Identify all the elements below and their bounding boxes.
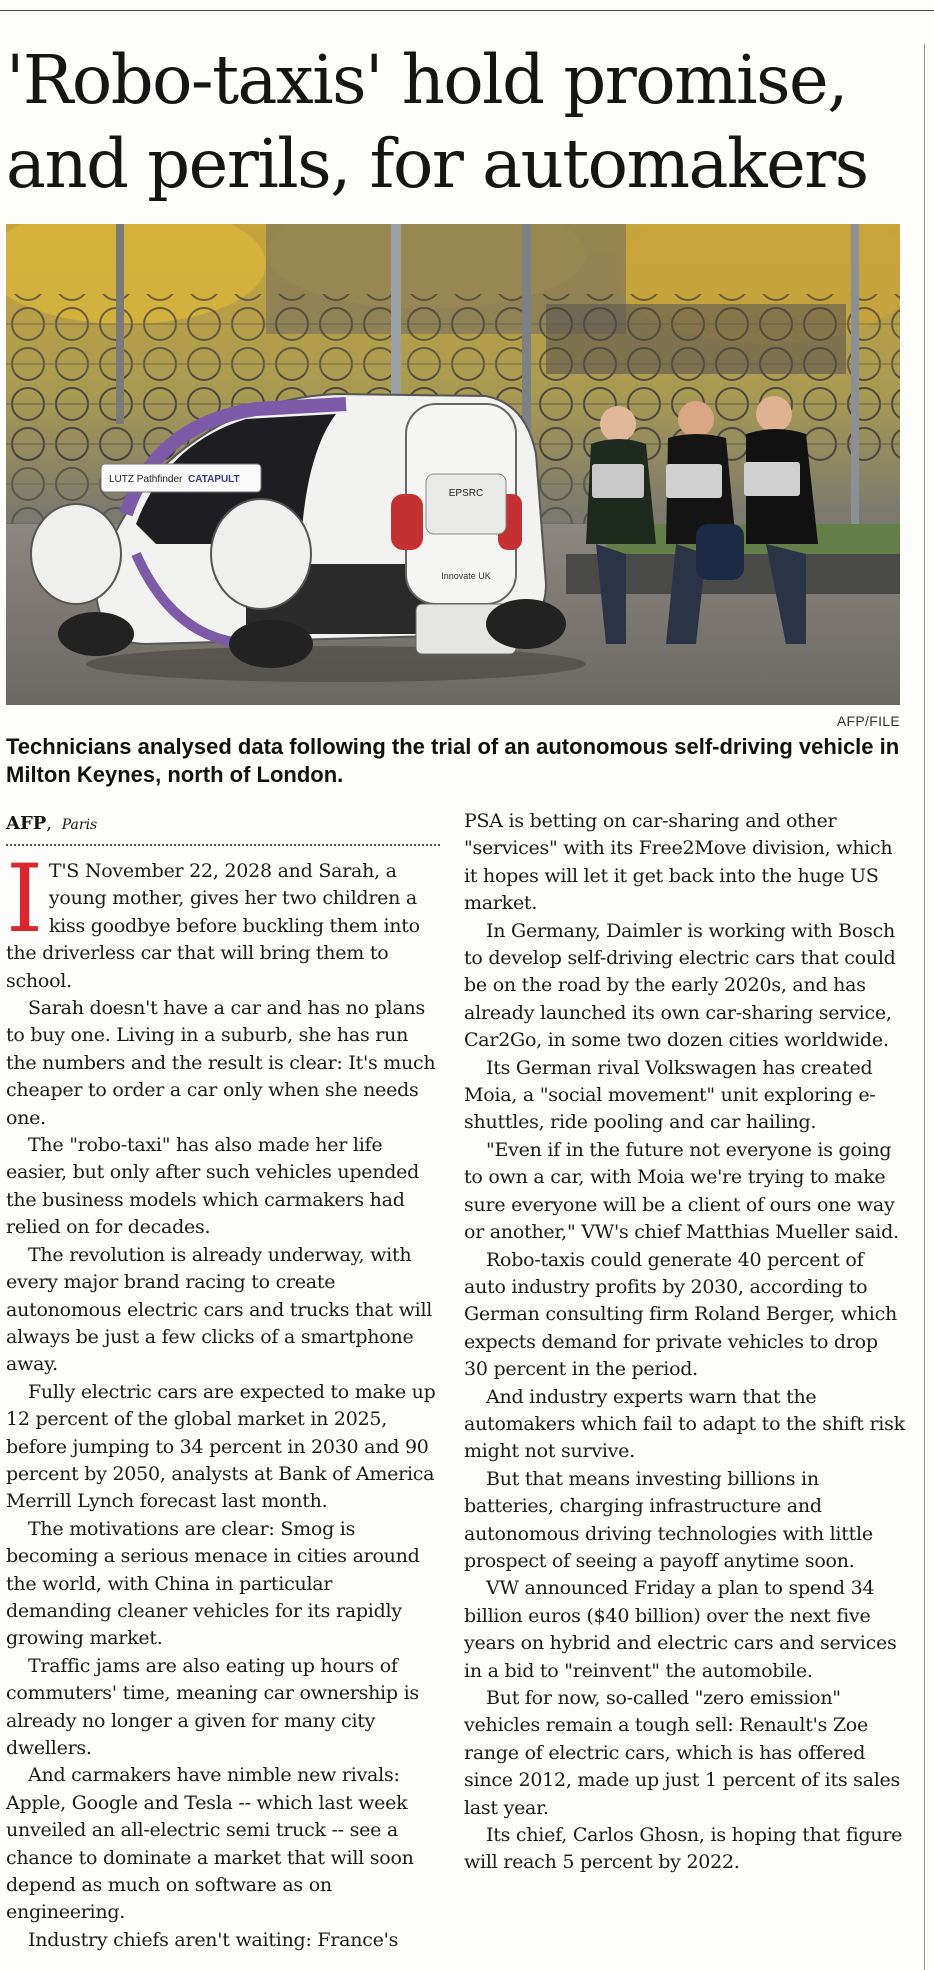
news-photo (6, 224, 900, 705)
article-paragraph: And industry experts warn that the automakers which fail to adapt to the shift risk might not survive. (464, 1385, 905, 1463)
vehicle-sponsor-text-1: LUTZ Pathfinder (109, 474, 183, 485)
headline: 'Robo-taxis' hold promise, and perils, for automakers (6, 41, 868, 203)
article-paragraph: The "robo-taxi" has also made her life easier, but only after such vehicles upended the business models which carmakers had relied on for decades. (6, 1134, 420, 1239)
article-paragraph: The revolution is already underway, with every major brand racing to create autonomous electric cars and trucks that will always be just a few clicks of a smartphone away. (6, 1243, 433, 1376)
article-paragraph: Sarah doesn't have a car and has no plans to buy one. Living in a suburb, she has run the numbers and the result is clear: It's much cheaper to order a car only when she needs one. (6, 997, 436, 1129)
article-column-left (6, 845, 440, 1954)
article-column-right (464, 808, 906, 1877)
article-paragraph: I T'S November 22, 2028 and Sarah, a young mother, gives her two children a kiss goodbye before buckling them into the driverless car that will bring them to school. (6, 845, 420, 992)
column-rule (924, 44, 925, 1970)
article-paragraph: "Even if in the future not everyone is going to own a car, with Moia we're trying to make sure everyone will be a client of ours one way or another," VW's chief Matthias Mueller said. (464, 1138, 899, 1244)
article-paragraph: PSA is betting on car-sharing and other "services" with its Free2Move division, which it hopes will let it get back into the huge US market. (464, 810, 893, 915)
article-paragraph: Its chief, Carlos Ghosn, is hoping that figure will reach 5 percent by 2022. (464, 1824, 903, 1874)
byline-place: Paris (61, 817, 98, 833)
article-paragraph: But that means investing billions in batteries, charging infrastructure and autonomous driving technologies with little prospect of seeing a payoff anytime soon. (464, 1467, 873, 1572)
article-paragraph: VW announced Friday a plan to spend 34 billion euros ($40 billion) over the next five years on hybrid and electric cars and services in a bid to "reinvent" the automobile. (464, 1577, 897, 1682)
article-paragraph: In Germany, Daimler is working with Bosch to develop self-driving electric cars that could be on the road by the early 2020s, and has already launched its own car-sharing service, Car2Go, in some two dozen cities worldwide. (464, 919, 896, 1052)
article-paragraph: The motivations are clear: Smog is becoming a serious menace in cities around the world, with China in particular demanding cleaner vehicles for its rapidly growing market. (6, 1517, 420, 1650)
byline-divider (6, 844, 440, 846)
article-paragraph: Industry chiefs aren't waiting: France's (28, 1928, 399, 1951)
article-paragraph: Traffic jams are also eating up hours of commuters' time, meaning car ownership is already no longer a given for many city dwellers. (6, 1654, 419, 1759)
byline-agency: AFP (6, 813, 47, 834)
article-paragraph: Robo-taxis could generate 40 percent of auto industry profits by 2030, according to German consulting firm Roland Berger, which expects demand for private vehicles to drop 30 percent in the period. (464, 1248, 897, 1381)
photo-credit: AFP/FILE (836, 713, 900, 729)
vehicle-sponsor-text-2: CATAPULT (188, 474, 240, 485)
photo-illustration (6, 224, 900, 705)
article-paragraph: But for now, so-called "zero emission" vehicles remain a tough sell: Renault's Zoe range of electric cars, which is has offered since 2012, made up just 1 percent of its sales last year. (464, 1687, 901, 1819)
article-paragraph: Its German rival Volkswagen has created Moia, a "social movement" unit exploring e-shuttles, ride pooling and car hailing. (464, 1056, 876, 1134)
vehicle-sponsor-text-3: EPSRC (448, 488, 484, 499)
vehicle-sponsor-text-4: Innovate UK (441, 571, 491, 581)
photo-caption: Technicians analysed data following the trial of an autonomous self-driving vehicle in Milton Keynes, north of London. (6, 734, 900, 787)
drop-cap: I (6, 845, 43, 954)
article-paragraph: Fully electric cars are expected to make up 12 percent of the global market in 2025, before jumping to 34 percent in 2030 and 90 percent by 2050, analysts at Bank of America Merrill Lynch forecast last month. (6, 1380, 436, 1513)
article-paragraph: And carmakers have nimble new rivals: Apple, Google and Tesla -- which last week unveiled an all-electric semi truck -- see a chance to dominate a market that will soon depend as much on software as on engineering. (6, 1764, 414, 1924)
byline: AFP, Paris (6, 813, 98, 834)
top-rule (0, 10, 934, 11)
